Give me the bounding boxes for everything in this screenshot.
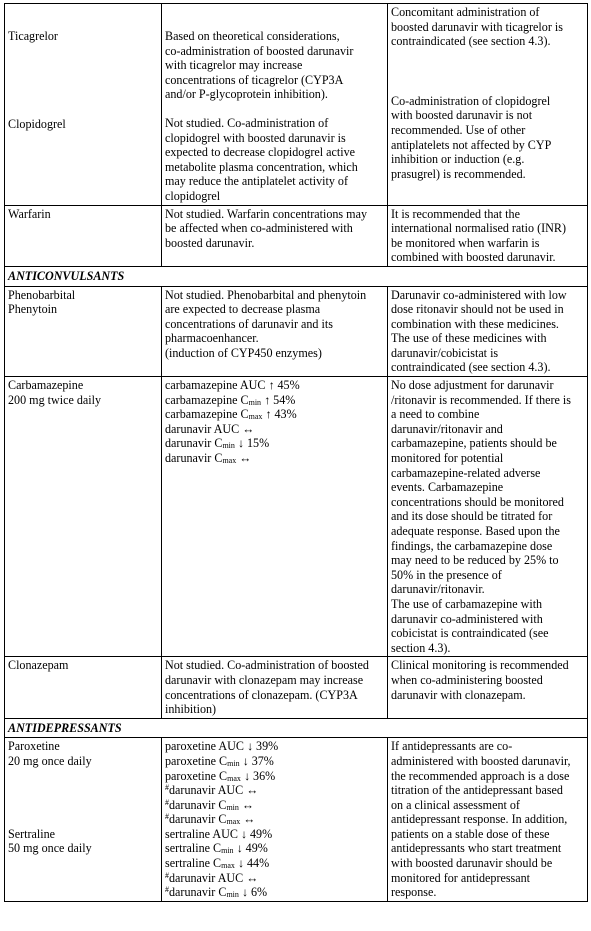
rec-line: dose ritonavir should not be used in — [391, 302, 564, 317]
recommendation-cell — [388, 286, 588, 377]
subscript: min — [221, 846, 234, 856]
effect-line: Based on theoretical considerations, — [165, 29, 340, 43]
table-row — [5, 205, 588, 266]
drug-name: Clopidogrel — [8, 116, 66, 131]
effect-cell — [162, 205, 388, 266]
pk-parameter-line: darunavir $C_{max}$ ↔ — [165, 451, 252, 466]
rec-line: when co-administering boosted — [391, 672, 543, 687]
rec-line: be monitored when warfarin is — [391, 235, 540, 250]
drug-dose: 20 mg once daily — [8, 753, 92, 768]
drug-dose: 200 mg twice daily — [8, 392, 102, 407]
effect-line: clopidogrel with boosted darunavir is — [165, 130, 346, 145]
rec-line: and its dose should be titrated for — [391, 509, 553, 524]
rec-line: international normalised ratio (INR) — [391, 221, 566, 236]
effect-line: may reduce the antiplatelet activity of — [165, 174, 349, 189]
pk-parameter-line: carbamazepine AUC ↑ 45% — [165, 378, 300, 393]
rec-line: antiplatelets not affected by CYP — [391, 137, 552, 152]
rec-line: concentrations should be monitored — [391, 494, 564, 509]
effect-line: be affected when co-administered with — [165, 221, 353, 236]
subscript: max — [248, 412, 263, 422]
rec-line: It is recommended that the — [391, 206, 520, 221]
effect-line: Not studied. Phenobarbital and phenytoin — [165, 287, 367, 302]
rec-line: darunavir/cobicistat is — [391, 345, 499, 360]
rec-line: Concomitant administration of — [391, 5, 540, 19]
rec-line: darunavir with clonazepam. — [391, 687, 526, 702]
section-heading: ANTICONVULSANTS — [5, 266, 588, 286]
subscript: max — [222, 456, 237, 466]
table-row — [5, 377, 588, 657]
pk-parameter-line: #darunavir AUC ↔ — [165, 783, 259, 798]
drug-cell — [5, 4, 162, 206]
pk-parameter-line: #darunavir AUC ↔ — [165, 870, 259, 885]
rec-line: cobicistat is contraindicated (see — [391, 626, 549, 641]
rec-line: Clinical monitoring is recommended — [391, 658, 569, 673]
pk-parameter-line: carbamazepine $C_{min}$ ↑ 54% — [165, 392, 296, 407]
recommendation-cell — [388, 205, 588, 266]
drug-name: Phenytoin — [8, 302, 58, 317]
effect-line: metabolite plasma concentration, which — [165, 159, 358, 174]
footnote-marker: # — [165, 797, 169, 807]
rec-line: on a clinical assessment of — [391, 797, 520, 812]
effect-line: clopidogrel — [165, 188, 221, 203]
rec-line: No dose adjustment for darunavir — [391, 378, 554, 393]
effect-line: Not studied. Co-administration of boosted — [165, 658, 369, 673]
subscript: min — [227, 758, 240, 768]
rec-line: a need to combine — [391, 407, 480, 422]
effect-line: concentrations of ticagrelor (CYP3A — [165, 72, 344, 87]
drug-name: Paroxetine — [8, 739, 60, 754]
footnote-marker: # — [165, 783, 169, 793]
drug-cell — [5, 738, 162, 902]
drug-cell — [5, 205, 162, 266]
rec-line: may need to be reduced by 25% to — [391, 553, 559, 568]
rec-line: darunavir/ritonavir and — [391, 421, 503, 436]
pk-parameter-line: sertraline $C_{max}$ ↓ 44% — [165, 856, 270, 871]
effect-line: inhibition) — [165, 702, 217, 717]
section-heading: ANTIDEPRESSANTS — [5, 718, 588, 738]
rec-line: /ritonavir is recommended. If there is — [391, 392, 572, 407]
effect-line: concentrations of clonazepam. (CYP3A — [165, 687, 358, 702]
footnote-marker: # — [165, 812, 169, 822]
rec-line: combined with boosted darunavir. — [391, 250, 556, 265]
table-row — [5, 4, 588, 206]
rec-line: contraindicated (see section 4.3). — [391, 34, 551, 49]
rec-line: darunavir co-administered with — [391, 611, 543, 626]
pk-parameter-line: #darunavir $C_{min}$ ↔ — [165, 797, 255, 812]
section-row — [5, 718, 588, 738]
drug-name: Warfarin — [8, 206, 51, 221]
rec-line: combination with these medicines. — [391, 316, 559, 331]
drug-name: Phenobarbital — [8, 287, 76, 302]
effect-cell — [162, 738, 388, 902]
rec-line: response. — [391, 885, 437, 900]
effect-cell — [162, 377, 388, 657]
rec-line: The use of carbamazepine with — [391, 596, 543, 611]
effect-line: are expected to decrease plasma — [165, 302, 321, 317]
rec-line: inhibition or induction (e.g. — [391, 152, 525, 167]
pk-parameter-line: sertraline $C_{min}$ ↓ 49% — [165, 841, 268, 856]
rec-line: section 4.3). — [391, 640, 451, 655]
subscript: max — [226, 817, 241, 827]
effect-cell — [162, 4, 388, 206]
rec-line: monitored for potential — [391, 451, 504, 466]
subscript: min — [226, 890, 239, 900]
drug-name: Ticagrelor — [8, 29, 58, 43]
table-row — [5, 286, 588, 377]
rec-line: titration of the antidepressant based — [391, 783, 563, 798]
pk-parameter-line: #darunavir $C_{max}$ ↔ — [165, 812, 256, 827]
recommendation-cell — [388, 4, 588, 206]
effect-line: (induction of CYP450 enzymes) — [165, 345, 322, 360]
subscript: max — [221, 861, 235, 871]
pk-parameter-line: sertraline AUC ↓ 49% — [165, 826, 273, 841]
rec-line: patients on a stable dose of these — [391, 826, 550, 841]
rec-line: with boosted darunavir should be — [391, 856, 553, 871]
pk-parameter-line: carbamazepine $C_{max}$ ↑ 43% — [165, 407, 297, 422]
interaction-table — [4, 3, 588, 902]
rec-line: 50% in the presence of — [391, 567, 502, 582]
pk-parameter-line: darunavir $C_{min}$ ↓ 15% — [165, 436, 270, 451]
effect-line: Not studied. Co-administration of — [165, 115, 329, 130]
rec-line: If antidepressants are co- — [391, 739, 513, 754]
effect-cell — [162, 286, 388, 377]
pk-parameter-line: paroxetine AUC ↓ 39% — [165, 739, 279, 754]
effect-line: boosted darunavir. — [165, 235, 255, 250]
rec-line: with boosted darunavir is not — [391, 108, 533, 123]
effect-line: co-administration of boosted darunavir — [165, 43, 354, 58]
effect-line: pharmacoenhancer. — [165, 331, 259, 346]
drug-name: Carbamazepine — [8, 378, 84, 393]
rec-line: recommended. Use of other — [391, 122, 526, 137]
subscript: min — [226, 802, 239, 812]
recommendation-cell — [388, 657, 588, 718]
subscript: min — [222, 441, 235, 451]
drug-cell — [5, 286, 162, 377]
rec-line: carbamazepine-related adverse — [391, 465, 541, 480]
effect-cell — [162, 657, 388, 718]
rec-line: Co-administration of clopidogrel — [391, 93, 551, 108]
rec-line: boosted darunavir with ticagrelor is — [391, 19, 563, 34]
drug-name: Clonazepam — [8, 658, 69, 673]
rec-line: Darunavir co-administered with low — [391, 287, 567, 302]
pk-parameter-line: #darunavir $C_{min}$ ↓ 6% — [165, 885, 268, 900]
footnote-marker: # — [165, 885, 169, 895]
effect-line: with ticagrelor may increase — [165, 58, 303, 73]
rec-line: events. Carbamazepine — [391, 480, 504, 495]
pk-parameter-line: paroxetine $C_{min}$ ↓ 37% — [165, 753, 274, 768]
rec-line: darunavir/ritonavir. — [391, 582, 485, 597]
effect-line: and/or P-glycoprotein inhibition). — [165, 87, 328, 102]
effect-line: darunavir with clonazepam may increase — [165, 672, 364, 687]
rec-line: contraindicated (see section 4.3). — [391, 360, 551, 375]
rec-line: carbamazepine, patients should be — [391, 436, 557, 451]
table-row — [5, 657, 588, 718]
rec-line: findings, the carbamazepine dose — [391, 538, 553, 553]
drug-name: Sertraline — [8, 826, 56, 841]
subscript: min — [248, 397, 262, 407]
pk-parameter-line: paroxetine $C_{max}$ ↓ 36% — [165, 768, 276, 783]
rec-line: antidepressant response. In addition, — [391, 812, 568, 827]
rec-line: monitored for antidepressant — [391, 870, 531, 885]
rec-line: administered with boosted darunavir, — [391, 753, 571, 768]
table-row — [5, 738, 588, 902]
effect-line: concentrations of darunavir and its — [165, 316, 333, 331]
effect-line: expected to decrease clopidogrel active — [165, 145, 356, 160]
recommendation-cell — [388, 738, 588, 902]
rec-line: the recommended approach is a dose — [391, 768, 570, 783]
drug-dose: 50 mg once daily — [8, 841, 92, 856]
drug-cell — [5, 377, 162, 657]
rec-line: antidepressants who start treatment — [391, 841, 562, 856]
recommendation-cell — [388, 377, 588, 657]
rec-line: prasugrel) is recommended. — [391, 166, 526, 181]
rec-line: adequate response. Based upon the — [391, 524, 560, 538]
footnote-marker: # — [165, 870, 169, 880]
pk-parameter-line: darunavir AUC ↔ — [165, 421, 255, 436]
subscript: max — [227, 773, 241, 783]
drug-cell — [5, 657, 162, 718]
section-row — [5, 266, 588, 286]
effect-line: Not studied. Warfarin concentrations may — [165, 206, 367, 221]
rec-line: The use of these medicines with — [391, 331, 547, 346]
